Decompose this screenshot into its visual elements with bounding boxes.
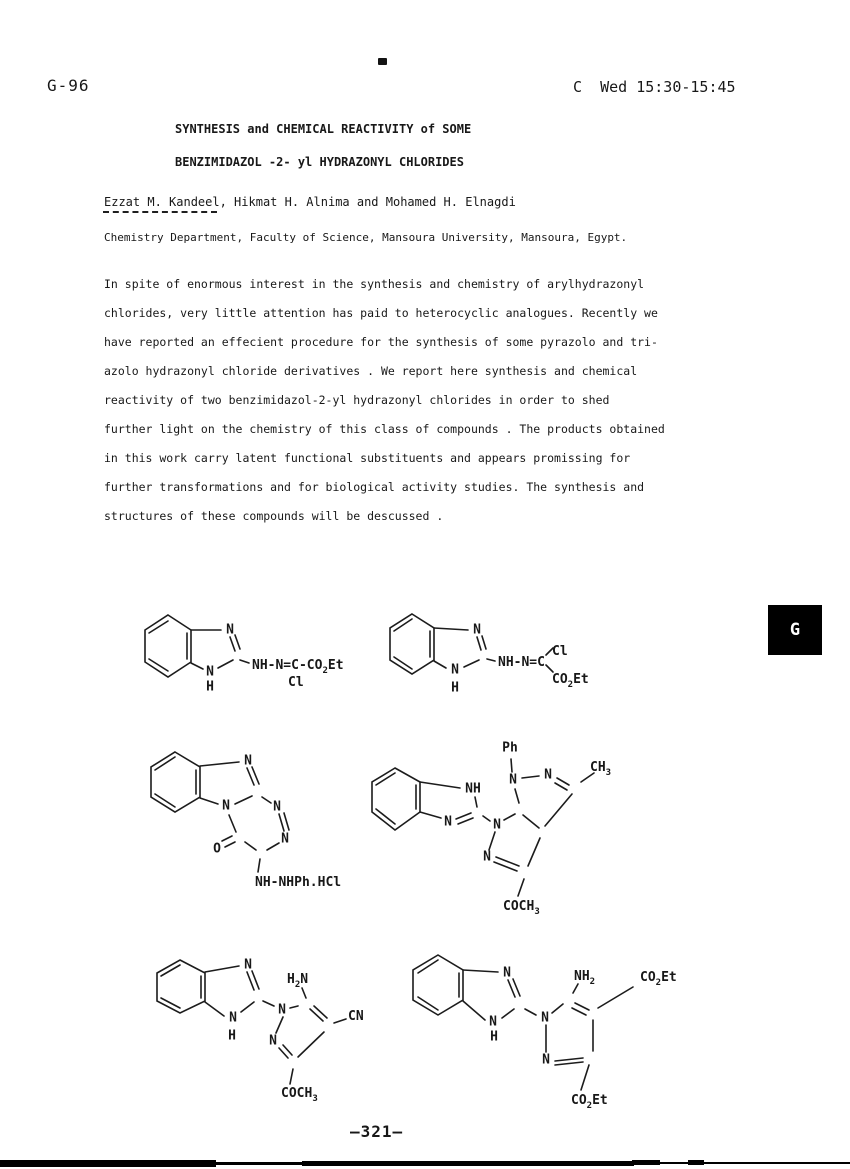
structure-2 (380, 600, 670, 705)
author-underline (103, 211, 217, 213)
formula-cl: Cl (288, 675, 304, 690)
abstract-line: azolo hydrazonyl chloride derivatives . We report here synthesis and chemical (104, 364, 638, 378)
ink-speck (378, 58, 387, 65)
atom-label-n: N (281, 831, 289, 847)
abstract-line: In spite of enormous interest in the synthesis and chemistry of arylhydrazonyl (104, 277, 645, 291)
bond-diagram (135, 742, 370, 897)
formula-hydrazone-chain: $NH-N=C-CO_2Et$ (252, 658, 344, 676)
atom-label-n1: N (278, 1002, 286, 1018)
atom-label-h: H (228, 1028, 236, 1044)
atom-label-n: N (509, 772, 517, 788)
abstract-line: have reported an effecient procedure for the synthesis of some pyrazolo and tri- (104, 335, 658, 349)
formula-cyano: CN (348, 1009, 364, 1024)
formula-co2et-top: $CO_2Et$ (640, 970, 677, 988)
abstract-text (104, 270, 764, 531)
atom-label-n: N (451, 662, 459, 678)
scan-edge-artifact (302, 1161, 634, 1166)
abstract-line: further light on the chemistry of this class of compounds . The products obtained (104, 422, 665, 436)
structure-6 (395, 945, 695, 1125)
affiliation: Chemistry Department, Faculty of Science, Mansoura University, Mansoura, Egypt. (104, 231, 628, 244)
bond-diagram (135, 948, 380, 1113)
formula-cl: Cl (552, 644, 568, 659)
formula-amino: $H_2N$ (287, 972, 309, 990)
structure-3 (135, 742, 370, 897)
atom-label-nh: NH (465, 781, 481, 797)
abstract-line: reactivity of two benzimidazol-2-yl hydrazonyl chlorides in order to shed (104, 393, 610, 407)
atom-label-o: O (213, 841, 221, 857)
atom-label-n: N (489, 1014, 497, 1030)
abstract-line: chlorides, very little attention has paid to heterocyclic analogues. Recently we (104, 306, 658, 320)
atom-label-n: N (444, 814, 452, 830)
scan-edge-artifact (0, 1160, 216, 1167)
session-schedule: C Wed 15:30-15:45 (573, 78, 736, 96)
atom-label-n-bridge: N (222, 798, 230, 814)
atom-label-n: N (483, 849, 491, 865)
formula-hydrazone-chain: NH-N=C (498, 655, 545, 670)
paper-title-line-1: SYNTHESIS and CHEMICAL REACTIVITY of SOME (175, 122, 472, 136)
atom-label-n1: N (541, 1010, 549, 1026)
atom-label-n: N (503, 965, 511, 981)
atom-label-n: N (544, 767, 552, 783)
atom-label-n: N (244, 753, 252, 769)
structure-4 (365, 733, 665, 928)
formula-methyl: $CH_3$ (590, 760, 612, 778)
section-tab-g (768, 605, 822, 655)
formula-phenyl: Ph (502, 740, 518, 756)
atom-label-n: N (229, 1010, 237, 1026)
atom-label-n: N (226, 622, 234, 638)
formula-co2et: $CO_2Et$ (552, 672, 589, 690)
abstract-line: further transformations and for biological activity studies. The synthesis and (104, 480, 645, 494)
atom-label-h: H (206, 679, 214, 695)
structure-5 (135, 948, 380, 1113)
atom-label-n: N (244, 957, 252, 973)
scan-edge-artifact (216, 1162, 302, 1165)
formula-acetyl: $COCH_3$ (503, 899, 540, 917)
abstract-code: G-96 (47, 76, 90, 95)
authors: Ezzat M. Kandeel, Hikmat H. Alnima and Mohamed H. Elnagdi (104, 195, 516, 209)
formula-hydrazino-anilide: NH-NHPh.HCl (255, 875, 342, 890)
atom-label-h: H (490, 1029, 498, 1045)
scan-edge-artifact (632, 1160, 660, 1165)
atom-label-n: N (206, 664, 214, 680)
abstract-line: structures of these compounds will be descussed . (104, 509, 444, 523)
atom-label-n: N (273, 799, 281, 815)
page-number: —321— (350, 1122, 404, 1141)
section-tab-label: G (789, 620, 801, 640)
formula-amino: $NH_2$ (574, 969, 596, 987)
atom-label-n: N (473, 622, 481, 638)
scan-edge-artifact (688, 1160, 704, 1165)
formula-co2et-bottom: $CO_2Et$ (571, 1093, 608, 1111)
atom-label-n1: N (493, 817, 501, 833)
atom-label-h: H (451, 680, 459, 696)
bond-diagram (130, 603, 400, 698)
atom-label-n2: N (542, 1052, 550, 1068)
scan-edge-artifact (634, 1162, 850, 1164)
atom-label-n2: N (269, 1033, 277, 1049)
bond-diagram (380, 600, 670, 705)
formula-acetyl: $COCH_3$ (281, 1086, 318, 1104)
paper-title-line-2: BENZIMIDAZOL -2- yl HYDRAZONYL CHLORIDES (175, 155, 464, 169)
structure-1 (130, 603, 400, 698)
abstract-line: in this work carry latent functional substituents and appears promissing for (104, 451, 631, 465)
